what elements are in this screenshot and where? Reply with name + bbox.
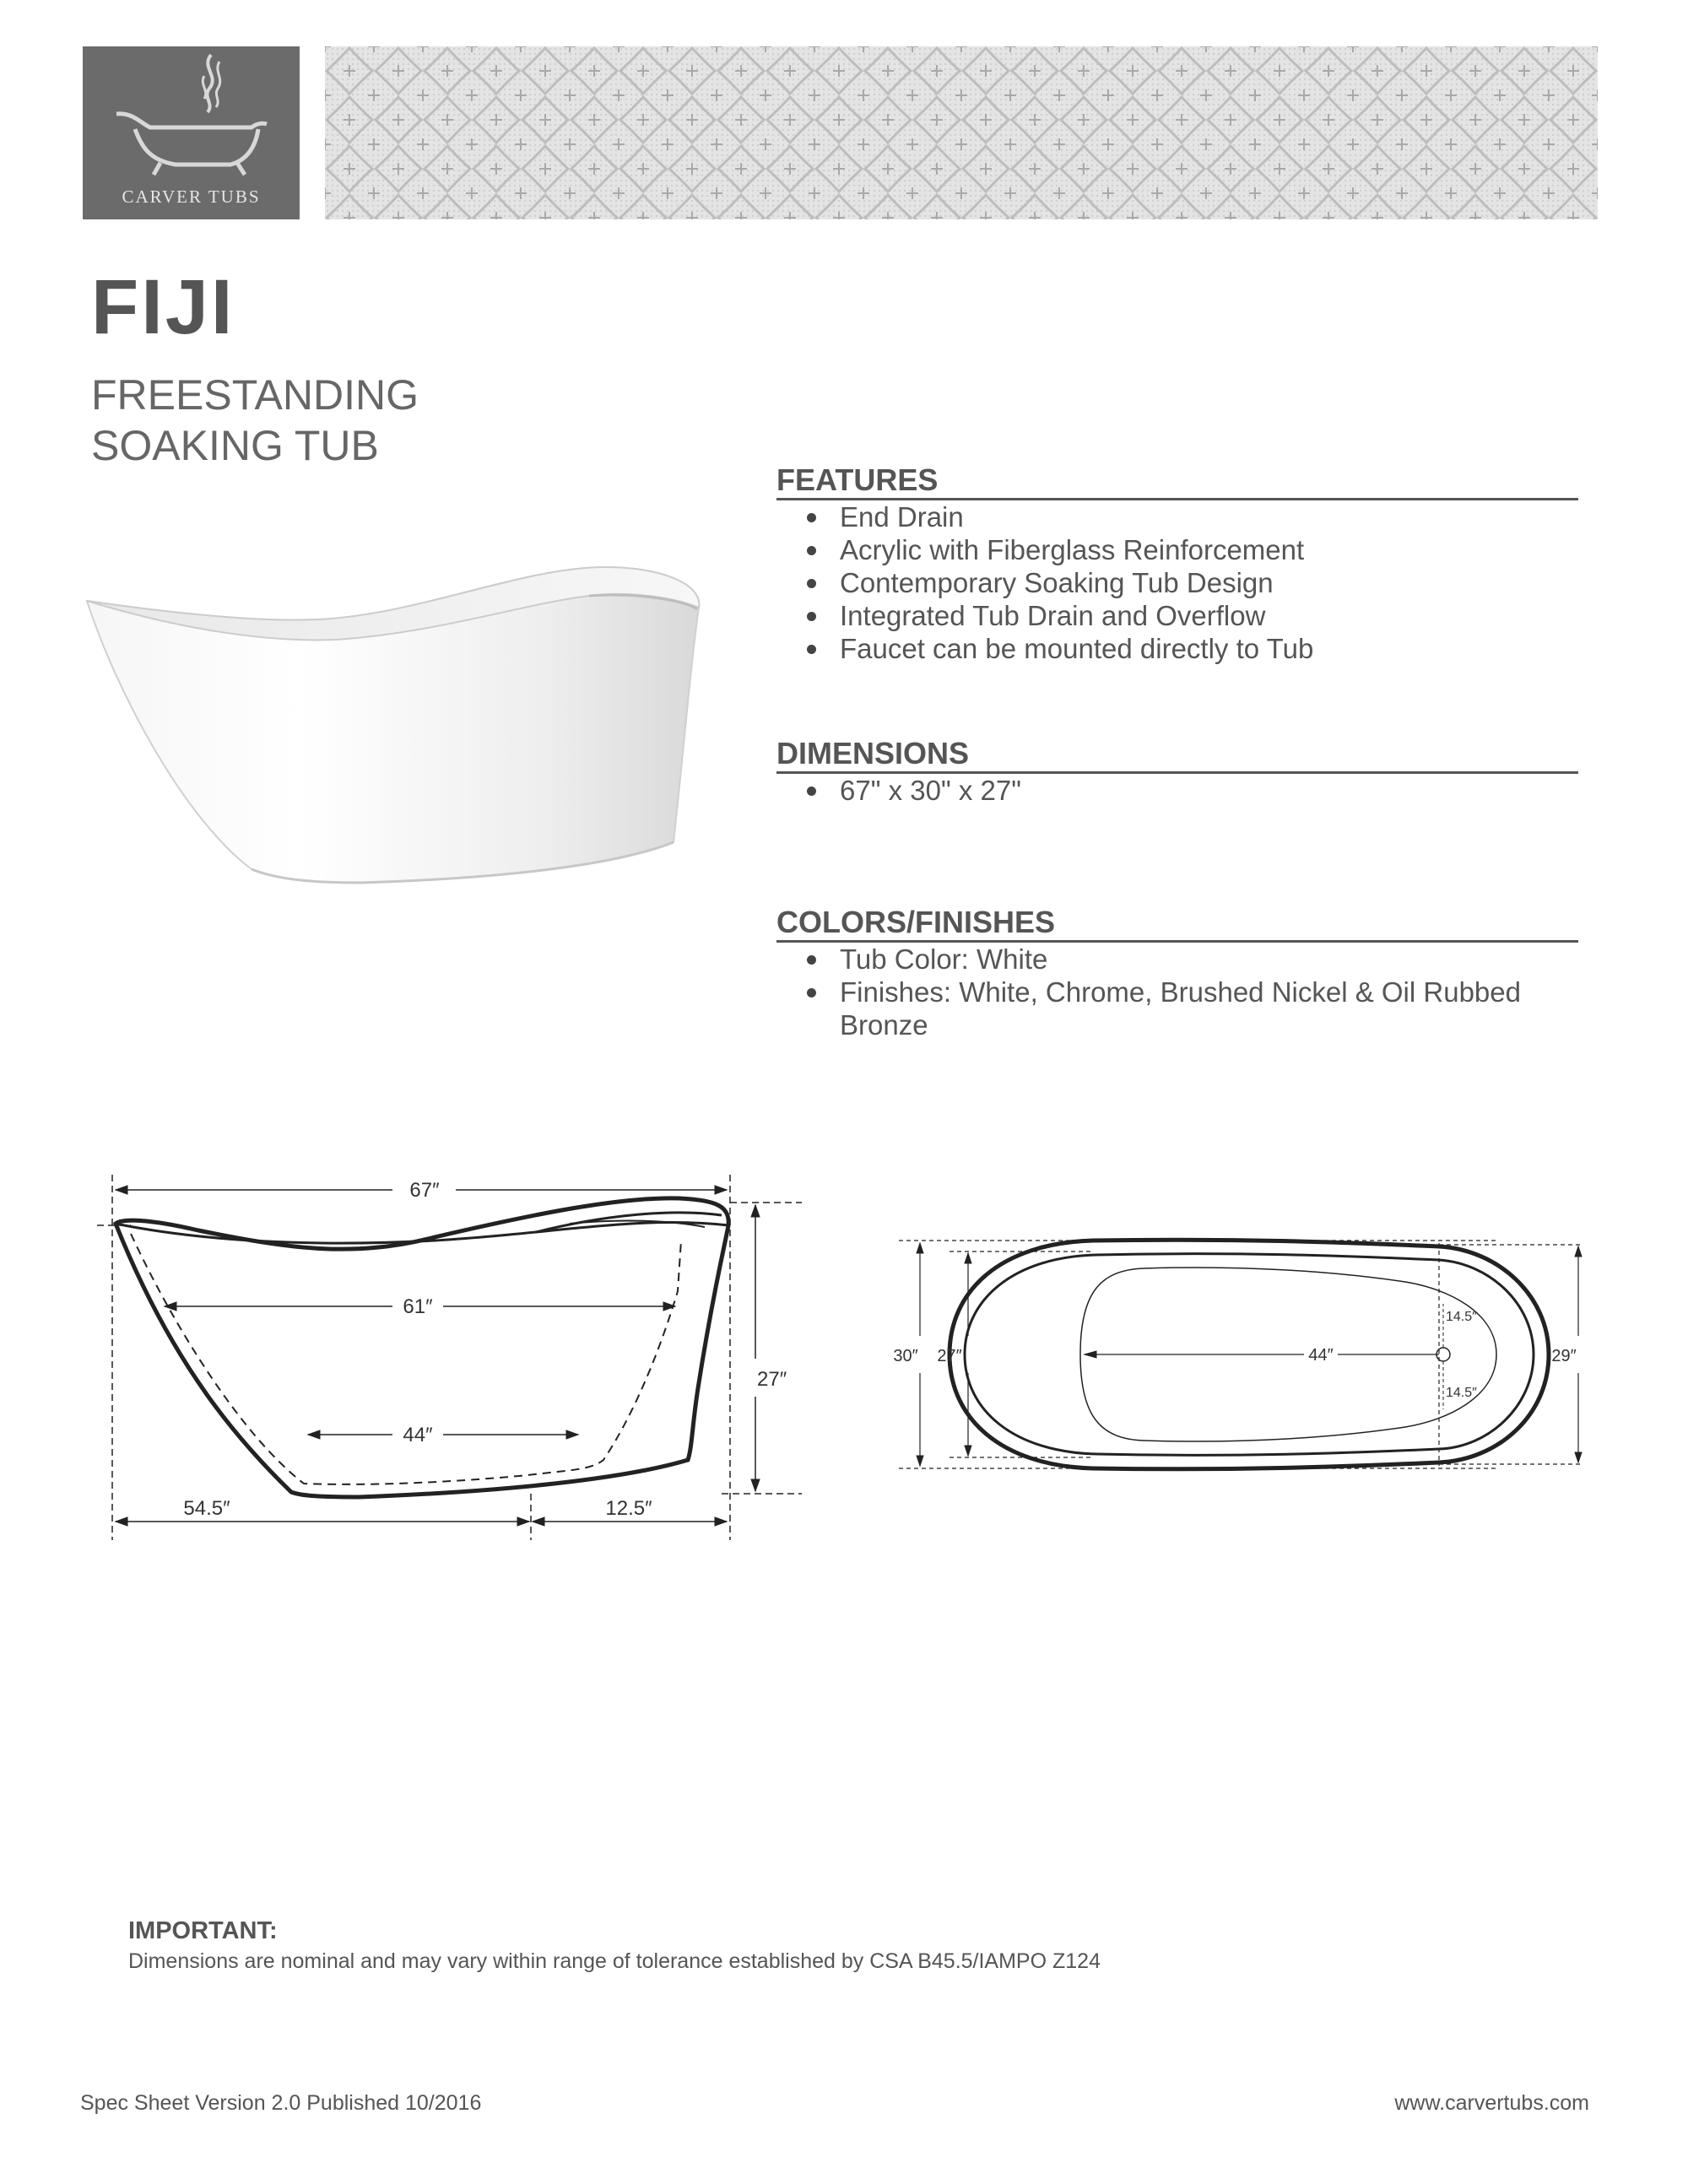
decorative-pattern-banner bbox=[325, 46, 1598, 219]
dim-interior-length: 44″ bbox=[1308, 1346, 1334, 1365]
product-subtitle bbox=[91, 370, 419, 471]
side-view-drawing bbox=[97, 1156, 814, 1561]
dim-outer-width: 30″ bbox=[893, 1347, 918, 1365]
list-item: Finishes: White, Chrome, Brushed Nickel & Oil Rubbed Bronze bbox=[776, 976, 1566, 1041]
dim-right-offset: 12.5″ bbox=[605, 1497, 652, 1520]
dim-overall-length: 67″ bbox=[409, 1179, 440, 1202]
dimensions-heading: DIMENSIONS bbox=[776, 736, 1578, 774]
top-view-drawing bbox=[890, 1228, 1599, 1498]
list-item: Faucet can be mounted directly to Tub bbox=[776, 632, 1578, 665]
subtitle-line-1: FREESTANDING bbox=[91, 371, 419, 419]
list-item: End Drain bbox=[776, 500, 1578, 533]
dimensions-list bbox=[776, 774, 1578, 807]
dim-interior-top: 61″ bbox=[403, 1295, 433, 1318]
footer-website-link[interactable]: www.carvertubs.com bbox=[1394, 2091, 1589, 2115]
dim-inner-width: 27″ bbox=[937, 1347, 962, 1365]
dim-end-width: 29″ bbox=[1551, 1347, 1577, 1365]
important-text: Dimensions are nominal and may vary within range of tolerance established by CSA B45.5/IAMPO Z124 bbox=[128, 1949, 1101, 1973]
list-item: Contemporary Soaking Tub Design bbox=[776, 566, 1578, 599]
dim-left-offset: 54.5″ bbox=[183, 1497, 230, 1520]
list-item: Acrylic with Fiberglass Reinforcement bbox=[776, 533, 1578, 566]
colors-list bbox=[776, 943, 1578, 1041]
tub-photo bbox=[83, 549, 707, 903]
list-item: Integrated Tub Drain and Overflow bbox=[776, 599, 1578, 632]
product-title: FIJI bbox=[91, 264, 235, 350]
important-label: IMPORTANT: bbox=[128, 1917, 278, 1944]
features-list bbox=[776, 500, 1578, 665]
list-item: Tub Color: White bbox=[776, 943, 1566, 976]
dim-interior-bottom: 44″ bbox=[403, 1424, 433, 1446]
footer-version: Spec Sheet Version 2.0 Published 10/2016 bbox=[80, 2091, 482, 2115]
colors-section bbox=[776, 905, 1578, 1041]
colors-heading: COLORS/FINISHES bbox=[776, 905, 1578, 943]
subtitle-line-2: SOAKING TUB bbox=[91, 422, 379, 469]
dim-height: 27″ bbox=[757, 1368, 787, 1391]
dim-drain-upper: 14.5″ bbox=[1446, 1310, 1477, 1324]
features-heading: FEATURES bbox=[776, 462, 1578, 500]
brand-logo bbox=[83, 46, 300, 219]
dimensions-section bbox=[776, 736, 1578, 807]
brand-name: CARVER TUBS bbox=[122, 187, 261, 207]
features-section bbox=[776, 462, 1578, 665]
dim-drain-lower: 14.5″ bbox=[1446, 1386, 1477, 1400]
list-item: 67" x 30" x 27" bbox=[776, 774, 1578, 807]
